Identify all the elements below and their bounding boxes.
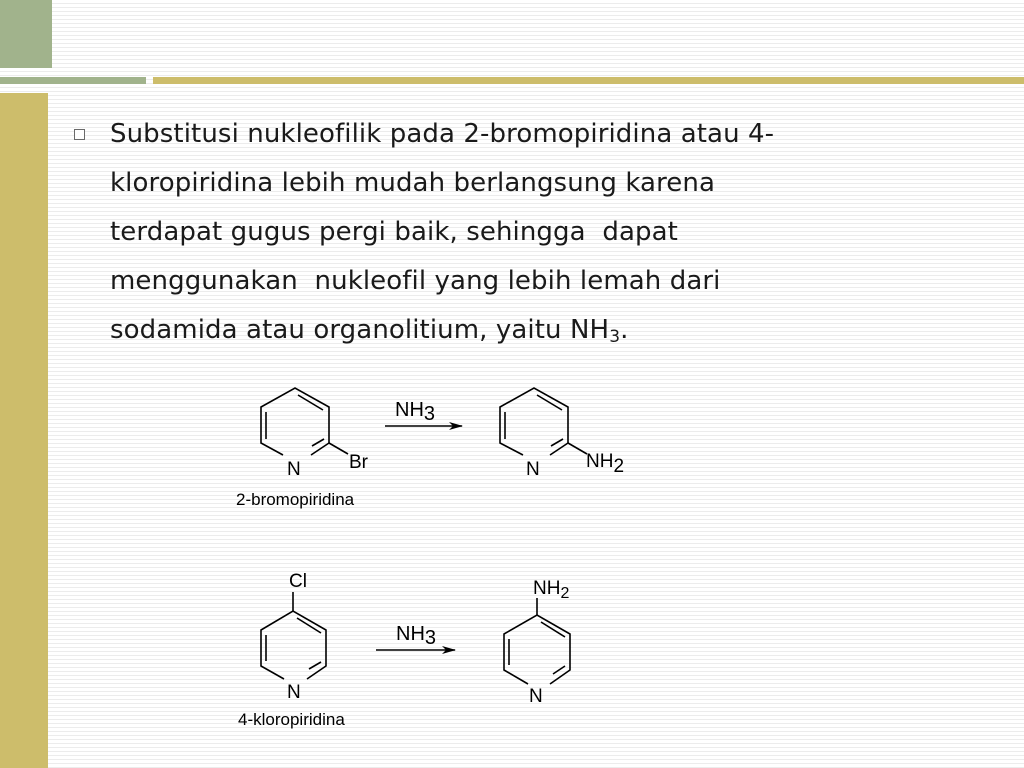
mol2-amino-formula: NH	[586, 451, 614, 472]
mol4-amino-formula: NH	[533, 578, 561, 599]
mol1-name-label: 2-bromopiridina	[236, 490, 355, 509]
mol3-chlorine-label: Cl	[289, 571, 307, 592]
mol4-ring-nitrogen: N	[529, 686, 543, 707]
reagent-1-formula: NH	[395, 399, 424, 421]
mol4-amino-label	[533, 578, 569, 602]
body-line-1: Substitusi nukleofilik pada 2-bromopiridina atau 4-	[110, 119, 775, 149]
body-line-5-subscript: 3	[609, 327, 621, 347]
reagent-2-label	[396, 623, 436, 649]
molecule-4-aminopyridine	[504, 598, 570, 684]
body-line-3: terdapat gugus pergi baik, sehingga dapat	[110, 217, 678, 247]
mol4-amino-subscript: 2	[560, 585, 570, 602]
reagent-2-subscript: 3	[424, 627, 437, 649]
molecule-2-aminopyridine	[500, 388, 587, 455]
molecule-4-kloropiridina	[261, 592, 326, 679]
mol1-ring-nitrogen: N	[287, 459, 301, 480]
body-line-4: menggunakan nukleofil yang lebih lemah dari	[110, 266, 721, 296]
reagent-2-formula: NH	[396, 623, 425, 645]
mol3-name-label: 4-kloropiridina	[238, 710, 345, 729]
mol2-amino-subscript: 2	[613, 456, 625, 477]
mol1-bromine-label: Br	[349, 452, 368, 473]
mol2-ring-nitrogen: N	[526, 459, 540, 480]
mol2-amino-label	[586, 451, 624, 477]
reagent-1-subscript: 3	[423, 403, 436, 425]
body-line-5-text: sodamida atau organolitium, yaitu NH	[110, 315, 610, 345]
body-line-2: kloropiridina lebih mudah berlangsung karena	[110, 168, 715, 198]
body-line-5-end: .	[620, 315, 629, 345]
molecule-2-bromopiridina	[261, 388, 348, 455]
reagent-1-label	[395, 399, 435, 425]
mol3-ring-nitrogen: N	[287, 682, 301, 703]
